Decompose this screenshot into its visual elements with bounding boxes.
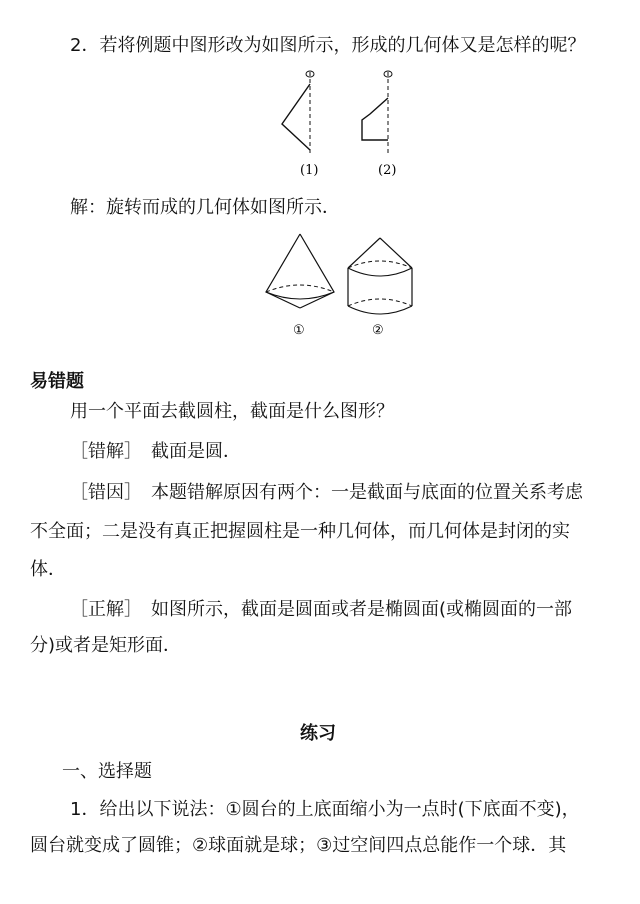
solid-2-cone-left bbox=[348, 238, 380, 268]
solid-figures bbox=[262, 228, 462, 348]
solid-label-2: ② bbox=[372, 323, 384, 338]
figure-label-2: (2) bbox=[378, 163, 397, 178]
error-section-heading: 易错题 bbox=[30, 371, 84, 392]
correct-solution-line-2: 分)或者是矩形面． bbox=[30, 635, 182, 656]
exercise-section-title: 一、选择题 bbox=[62, 761, 152, 782]
error-cause-line-2: 不全面；二是没有真正把握圆柱是一种几何体，而几何体是封闭的实 bbox=[30, 521, 570, 542]
error-question: 用一个平面去截圆柱，截面是什么图形？ bbox=[70, 401, 394, 422]
solid-label-1: ① bbox=[293, 323, 305, 338]
figure-1-shape bbox=[282, 84, 310, 150]
figure-label-1: (1) bbox=[300, 163, 319, 178]
error-cause-line-1: ［错因］ 本题错解原因有两个：一是截面与底面的位置关系考虑 bbox=[70, 482, 583, 503]
question-2-text: 2．若将例题中图形改为如图所示，形成的几何体又是怎样的呢？ bbox=[70, 35, 586, 56]
exercise-q1-line-2: 圆台就变成了圆锥；②球面就是球；③过空间四点总能作一个球．其 bbox=[30, 835, 567, 856]
solid-1-rim-back bbox=[266, 285, 334, 292]
exercise-heading: 练习 bbox=[300, 723, 336, 744]
error-cause-line-3: 体． bbox=[30, 559, 66, 580]
solution-text: 解：旋转而成的几何体如图所示． bbox=[70, 197, 340, 218]
solid-2-cone-right bbox=[380, 238, 412, 268]
correct-solution-line-1: ［正解］ 如图所示，截面是圆面或者是椭圆面(或椭圆面的一部 bbox=[70, 599, 573, 620]
rotation-figures bbox=[270, 62, 430, 182]
solid-2-top-rim-front bbox=[348, 268, 412, 276]
wrong-solution: ［错解］ 截面是圆． bbox=[70, 441, 241, 462]
exercise-q1-line-1: 1．给出以下说法：①圆台的上底面缩小为一点时(下底面不变)， bbox=[70, 799, 580, 820]
figure-2-shape bbox=[362, 98, 388, 140]
solid-2-bottom-rim-back bbox=[348, 299, 412, 306]
solid-2-top-rim-back bbox=[348, 261, 412, 268]
solid-2-bottom-rim-front bbox=[348, 306, 412, 314]
solid-1-rim-front bbox=[266, 292, 334, 299]
